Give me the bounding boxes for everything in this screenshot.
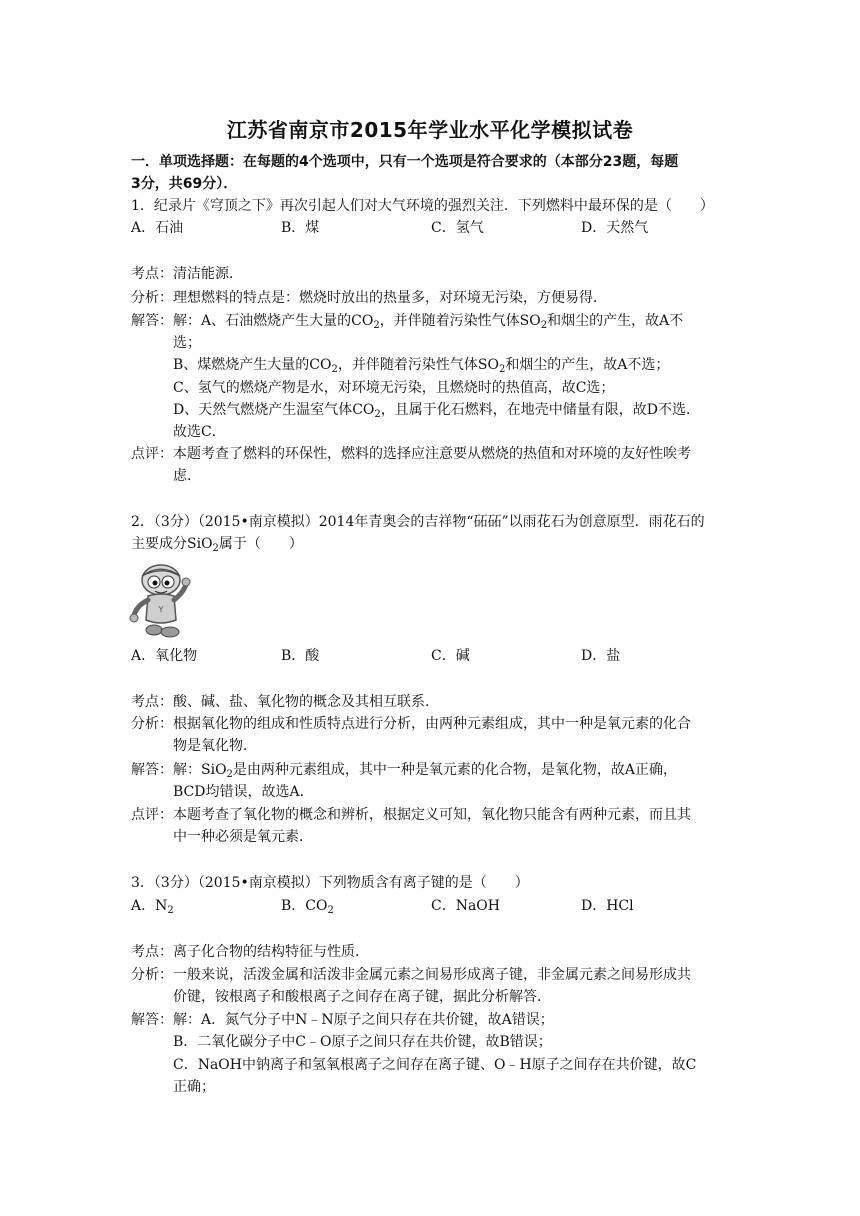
q2-stem: 2．（3分）（2015•南京模拟）2014年青奥会的吉祥物“砳砳”以雨花石为创意原型．雨花石的: [131, 514, 705, 530]
q1-jieda-a-cont: 选；: [173, 335, 201, 351]
q3-jieda-c-cont: 正确；: [173, 1079, 215, 1095]
q2-option-c: C．碱: [431, 648, 470, 664]
q1-kaodian: 考点：清洁能源．: [131, 266, 243, 282]
q1-jieda-e: 故选C．: [173, 424, 226, 440]
svg-text:Y: Y: [158, 605, 164, 614]
q3-option-d: D．HCl: [581, 898, 634, 914]
mascot-illustration: [128, 562, 194, 640]
q2-option-d: D．盐: [581, 648, 621, 664]
q1-fenxi: 分析：理想燃料的特点是：燃烧时放出的热量多，对环境无污染，方便易得．: [131, 290, 607, 306]
q2-jieda-cont: BCD均错误，故选A．: [173, 784, 314, 800]
q1-stem: 1．纪录片《穹顶之下》再次引起人们对大气环境的强烈关注．下列燃料中最环保的是（ ）: [131, 198, 714, 214]
q3-stem: 3．（3分）（2015•南京模拟）下列物质含有离子键的是（ ）: [131, 875, 529, 891]
q3-option-b: B．$CO_2$: [281, 898, 334, 916]
q2-fenxi: 分析：根据氧化物的组成和性质特点进行分析，由两种元素组成，其中一种是氧元素的化合: [131, 716, 691, 732]
q2-kaodian: 考点：酸、碱、盐、氧化物的概念及其相互联系．: [131, 694, 439, 710]
q2-option-a: A．氧化物: [131, 648, 198, 664]
q1-option-c: C．氢气: [431, 220, 484, 236]
q1-dianping: 点评：本题考查了燃料的环保性，燃料的选择应注意要从燃烧的热值和对环境的友好性唉考: [131, 446, 691, 462]
q1-jieda-b: B、煤燃烧产生大量的$CO_2$，并伴随着污染性气体$SO_2$和烟尘的产生，故A不选；: [173, 357, 670, 375]
q3-jieda-c: C．NaOH中钠离子和氢氧根离子之间存在离子键、O﹣H原子之间存在共价键，故C: [173, 1057, 697, 1073]
q1-dianping-cont: 虑．: [173, 468, 201, 484]
q3-jieda-a: 解答：解：A．氮气分子中N﹣N原子之间只存在共价键，故A错误；: [131, 1012, 554, 1028]
section-heading-line1: 一．单项选择题：在每题的4个选项中，只有一个选项是符合要求的（本部分23题，每题: [131, 154, 679, 170]
q1-option-a: A．石油: [131, 220, 184, 236]
q1-option-d: D．天然气: [581, 220, 649, 236]
q3-option-a: A．$N_2$: [131, 898, 174, 916]
q3-fenxi-cont: 价键，铵根离子和酸根离子之间存在离子键，据此分析解答．: [173, 989, 551, 1005]
section-heading-line2: 3分，共69分）．: [131, 176, 238, 192]
q3-kaodian: 考点：离子化合物的结构特征与性质．: [131, 944, 369, 960]
q1-jieda-d: D、天然气燃烧产生温室气体$CO_2$，且属于化石燃料，在地壳中储量有限，故D不选．: [173, 402, 701, 420]
q1-jieda-a: 解答：解：A、石油燃烧产生大量的$CO_2$，并伴随着污染性气体$SO_2$和烟尘的产生，故A不: [131, 313, 684, 331]
q2-stem-cont: 主要成分SiO$_2$属于（ ）: [131, 536, 303, 554]
q2-fenxi-cont: 物是氧化物．: [173, 738, 257, 754]
q3-fenxi: 分析：一般来说，活泼金属和活泼非金属元素之间易形成离子键，非金属元素之间易形成共: [131, 967, 691, 983]
q2-jieda: 解答：解：SiO$_2$是由两种元素组成，其中一种是氧元素的化合物，是氧化物，故A正确，: [131, 762, 678, 780]
q3-option-c: C．NaOH: [431, 898, 500, 914]
q1-jieda-c: C、氢气的燃烧产物是水，对环境无污染，且燃烧时的热值高，故C选；: [173, 380, 615, 396]
q2-dianping-cont: 中一种必须是氧元素．: [173, 829, 313, 845]
q2-dianping: 点评：本题考查了氧化物的概念和辨析，根据定义可知，氧化物只能含有两种元素，而且其: [131, 807, 691, 823]
q3-jieda-b: B．二氧化碳分子中C﹣O原子之间只存在共价键，故B错误；: [173, 1034, 552, 1050]
q1-option-b: B．煤: [281, 220, 320, 236]
q2-option-b: B．酸: [281, 648, 320, 664]
page-title: 江苏省南京市2015年学业水平化学模拟试卷: [226, 118, 634, 142]
